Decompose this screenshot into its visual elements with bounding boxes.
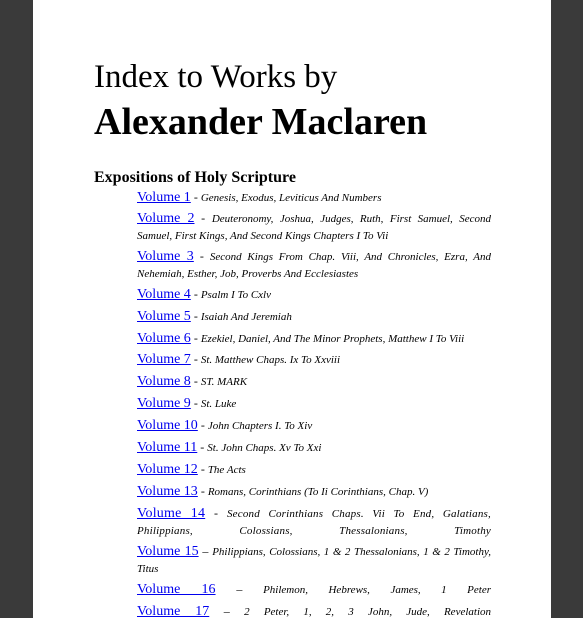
document-page [33, 0, 551, 618]
volume-separator: - [205, 506, 227, 520]
volume-15-description: Philippians, Colossians, 1 & 2 Thessalonians, 1 & 2 Timothy, Titus [137, 546, 491, 575]
volume-6-description: Ezekiel, Daniel, And The Minor Prophets, Matthew I To Viii [200, 333, 465, 345]
volume-item-12 [137, 461, 491, 478]
volume-separator: - [190, 190, 201, 204]
volume-14-link[interactable]: Volume 14 [137, 506, 206, 521]
volume-separator: - [197, 418, 208, 432]
volume-2-description: Deuteronomy, Joshua, Judges, Ruth, First Samuel, Second Samuel, First Kings, And Second Kings Chapters I To Vii [137, 213, 491, 242]
volume-6-link[interactable]: Volume 6 [137, 331, 191, 346]
volume-8-link[interactable]: Volume 8 [137, 374, 191, 389]
volume-10-link[interactable]: Volume 10 [137, 418, 198, 433]
volume-list [137, 189, 491, 618]
volume-separator: - [190, 309, 201, 323]
volume-2-link[interactable]: Volume 2 [137, 211, 195, 226]
volume-item-3 [137, 248, 491, 282]
volume-item-2 [137, 210, 491, 244]
volume-item-15 [137, 543, 491, 577]
volume-item-16 [137, 581, 491, 598]
volume-separator: - [190, 352, 201, 366]
volume-13-description: Romans, Corinthians (To Ii Corinthians, Chap. V) [207, 486, 429, 498]
volume-item-4 [137, 286, 491, 303]
volume-3-link[interactable]: Volume 3 [137, 249, 194, 264]
volume-separator: - [193, 249, 210, 263]
volume-17-link[interactable]: Volume 17 [137, 604, 210, 618]
volume-3-description: Second Kings From Chap. Viii, And Chronicles, Ezra, And Nehemiah, Esther, Job, Proverbs And Ecclesiastes [137, 251, 491, 280]
volume-item-5 [137, 308, 491, 325]
volume-item-8 [137, 373, 491, 390]
volume-13-link[interactable]: Volume 13 [137, 484, 198, 499]
volume-1-link[interactable]: Volume 1 [137, 190, 191, 205]
volume-11-link[interactable]: Volume 11 [137, 440, 198, 455]
volume-16-description: Philemon, Hebrews, James, 1 Peter [263, 584, 492, 596]
volume-separator: - [190, 287, 201, 301]
title-line-1: Index to Works by [94, 59, 338, 95]
volume-1-description: Genesis, Exodus, Leviticus And Numbers [200, 192, 382, 204]
volume-item-11 [137, 439, 491, 456]
volume-separator: – [215, 582, 264, 596]
volume-7-link[interactable]: Volume 7 [137, 352, 191, 367]
volume-item-10 [137, 417, 491, 434]
volume-separator: - [190, 331, 201, 345]
title-author: Alexander Maclaren [94, 101, 428, 143]
volume-separator: - [190, 374, 201, 388]
volume-5-description: Isaiah And Jeremiah [200, 311, 292, 323]
section-heading: Expositions of Holy Scripture [94, 169, 296, 186]
volume-14-description: Second Corinthians Chaps. Vii To End, Galatians, Philippians, Colossians, Thessalonians, Timothy [137, 508, 491, 537]
volume-15-link[interactable]: Volume 15 [137, 544, 199, 559]
volume-9-link[interactable]: Volume 9 [137, 396, 191, 411]
volume-16-link[interactable]: Volume 16 [137, 582, 216, 597]
volume-separator: – [198, 544, 213, 558]
volume-item-17 [137, 603, 491, 618]
volume-item-9 [137, 395, 491, 412]
volume-item-1 [137, 189, 491, 206]
volume-8-description: ST. MARK [200, 376, 248, 388]
volume-separator: - [194, 211, 212, 225]
volume-item-7 [137, 351, 491, 368]
volume-separator: - [197, 440, 208, 454]
volume-5-link[interactable]: Volume 5 [137, 309, 191, 324]
volume-item-13 [137, 483, 491, 500]
volume-separator: - [190, 396, 201, 410]
volume-item-14 [137, 505, 491, 539]
volume-separator: - [197, 484, 208, 498]
volume-4-description: Psalm I To Cxlv [200, 289, 271, 301]
volume-separator: - [197, 462, 208, 476]
volume-9-description: St. Luke [200, 398, 237, 410]
volume-4-link[interactable]: Volume 4 [137, 287, 191, 302]
volume-item-6 [137, 330, 491, 347]
volume-7-description: St. Matthew Chaps. Ix To Xxviii [200, 354, 341, 366]
volume-11-description: St. John Chaps. Xv To Xxi [207, 442, 322, 454]
volume-separator: – [209, 604, 245, 618]
volume-10-description: John Chapters I. To Xiv [207, 420, 313, 432]
volume-12-link[interactable]: Volume 12 [137, 462, 198, 477]
volume-12-description: The Acts [207, 464, 246, 476]
volume-17-description: 2 Peter, 1, 2, 3 John, Jude, Revelation [244, 606, 491, 618]
